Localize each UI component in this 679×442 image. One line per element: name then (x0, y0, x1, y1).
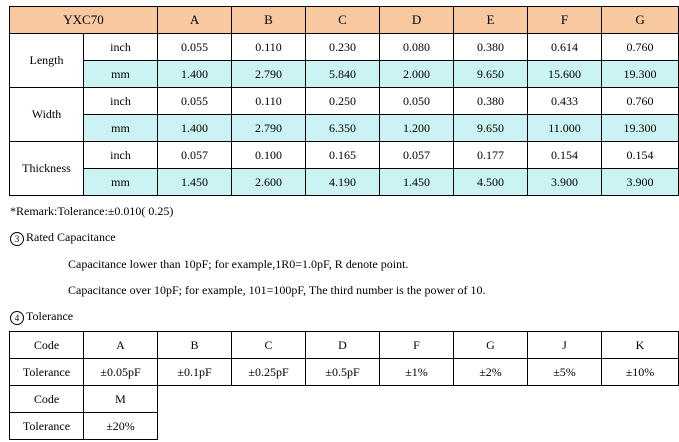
tolerance-cell: M (84, 386, 158, 413)
mm-value: 2.600 (232, 169, 306, 196)
mm-value: 19.300 (602, 115, 679, 142)
dimension-name: Thickness (10, 142, 84, 196)
section-3-title: Rated Capacitance (26, 230, 116, 244)
tolerance-cell: ±0.1pF (158, 359, 232, 386)
tolerance-cell: ±0.5pF (306, 359, 380, 386)
tolerance-cell: ±2% (454, 359, 528, 386)
column-header: B (232, 7, 306, 34)
inch-value: 0.165 (306, 142, 380, 169)
tolerance-table (9, 331, 679, 440)
mm-value: 1.450 (158, 169, 232, 196)
mm-value: 6.350 (306, 115, 380, 142)
inch-value: 0.055 (158, 34, 232, 61)
inch-value: 0.055 (158, 88, 232, 115)
tolerance-cell: ±10% (602, 359, 679, 386)
mm-value: 5.840 (306, 61, 380, 88)
column-header: F (528, 7, 602, 34)
tolerance-cell: J (528, 332, 602, 359)
tolerance-cell: F (380, 332, 454, 359)
inch-value: 0.110 (232, 88, 306, 115)
inch-value: 0.380 (454, 34, 528, 61)
unit-label: mm (84, 169, 158, 196)
row-label: Tolerance (10, 413, 84, 440)
tolerance-cell: A (84, 332, 158, 359)
inch-value: 0.760 (602, 34, 679, 61)
unit-label: mm (84, 115, 158, 142)
mm-value: 9.650 (454, 61, 528, 88)
inch-value: 0.154 (602, 142, 679, 169)
mm-value: 1.450 (380, 169, 454, 196)
table-row (10, 61, 679, 88)
mm-value: 2.790 (232, 115, 306, 142)
dimension-name: Width (10, 88, 84, 142)
column-header: C (306, 7, 380, 34)
mm-value: 11.000 (528, 115, 602, 142)
inch-value: 0.250 (306, 88, 380, 115)
column-header: A (158, 7, 232, 34)
capacitance-line-2: Capacitance over 10pF; for example, 101=100pF, The third number is the power of 10. (68, 283, 486, 297)
tolerance-cell: B (158, 332, 232, 359)
column-header: D (380, 7, 454, 34)
unit-label: inch (84, 34, 158, 61)
remark-text: *Remark:Tolerance:±0.010( 0.25) (10, 204, 174, 218)
row-label: Code (10, 386, 84, 413)
inch-value: 0.100 (232, 142, 306, 169)
unit-label: inch (84, 88, 158, 115)
mm-value: 1.400 (158, 115, 232, 142)
mm-value: 2.000 (380, 61, 454, 88)
tolerance-cell: ±0.05pF (84, 359, 158, 386)
column-header: E (454, 7, 528, 34)
mm-value: 19.300 (602, 61, 679, 88)
inch-value: 0.057 (158, 142, 232, 169)
tolerance-cell: K (602, 332, 679, 359)
inch-value: 0.760 (602, 88, 679, 115)
table-row (10, 115, 679, 142)
mm-value: 3.900 (528, 169, 602, 196)
mm-value: 4.500 (454, 169, 528, 196)
code-row (10, 386, 679, 413)
inch-value: 0.230 (306, 34, 380, 61)
table-row (10, 88, 679, 115)
tolerance-cell: ±5% (528, 359, 602, 386)
mm-value: 9.650 (454, 115, 528, 142)
dimension-name: Length (10, 34, 84, 88)
mm-value: 3.900 (602, 169, 679, 196)
tolerance-cell: ±20% (84, 413, 158, 440)
tolerance-cell: C (232, 332, 306, 359)
capacitance-line-1: Capacitance lower than 10pF; for example,1R0=1.0pF, R denote point. (68, 257, 409, 271)
section-3-heading (10, 230, 116, 246)
column-header: G (602, 7, 679, 34)
mm-value: 15.600 (528, 61, 602, 88)
row-label: Code (10, 332, 84, 359)
inch-value: 0.614 (528, 34, 602, 61)
section-4-heading (10, 309, 73, 325)
circled-number-3: 3 (10, 232, 24, 246)
inch-value: 0.154 (528, 142, 602, 169)
tolerance-row (10, 359, 679, 386)
mm-value: 4.190 (306, 169, 380, 196)
inch-value: 0.050 (380, 88, 454, 115)
table-row (10, 169, 679, 196)
circled-number-4: 4 (10, 311, 24, 325)
tolerance-cell: ±1% (380, 359, 454, 386)
tolerance-cell: D (306, 332, 380, 359)
unit-label: inch (84, 142, 158, 169)
row-label: Tolerance (10, 359, 84, 386)
table-row (10, 142, 679, 169)
tolerance-cell: ±0.25pF (232, 359, 306, 386)
tolerance-row (10, 413, 679, 440)
inch-value: 0.110 (232, 34, 306, 61)
inch-value: 0.433 (528, 88, 602, 115)
section-4-title: Tolerance (26, 309, 74, 323)
dimensions-table (9, 6, 679, 196)
model-header: YXC70 (10, 7, 158, 34)
table-row (10, 34, 679, 61)
unit-label: mm (84, 61, 158, 88)
header-row (10, 7, 679, 34)
mm-value: 2.790 (232, 61, 306, 88)
code-row (10, 332, 679, 359)
inch-value: 0.080 (380, 34, 454, 61)
mm-value: 1.200 (380, 115, 454, 142)
inch-value: 0.177 (454, 142, 528, 169)
mm-value: 1.400 (158, 61, 232, 88)
tolerance-cell: G (454, 332, 528, 359)
inch-value: 0.380 (454, 88, 528, 115)
inch-value: 0.057 (380, 142, 454, 169)
